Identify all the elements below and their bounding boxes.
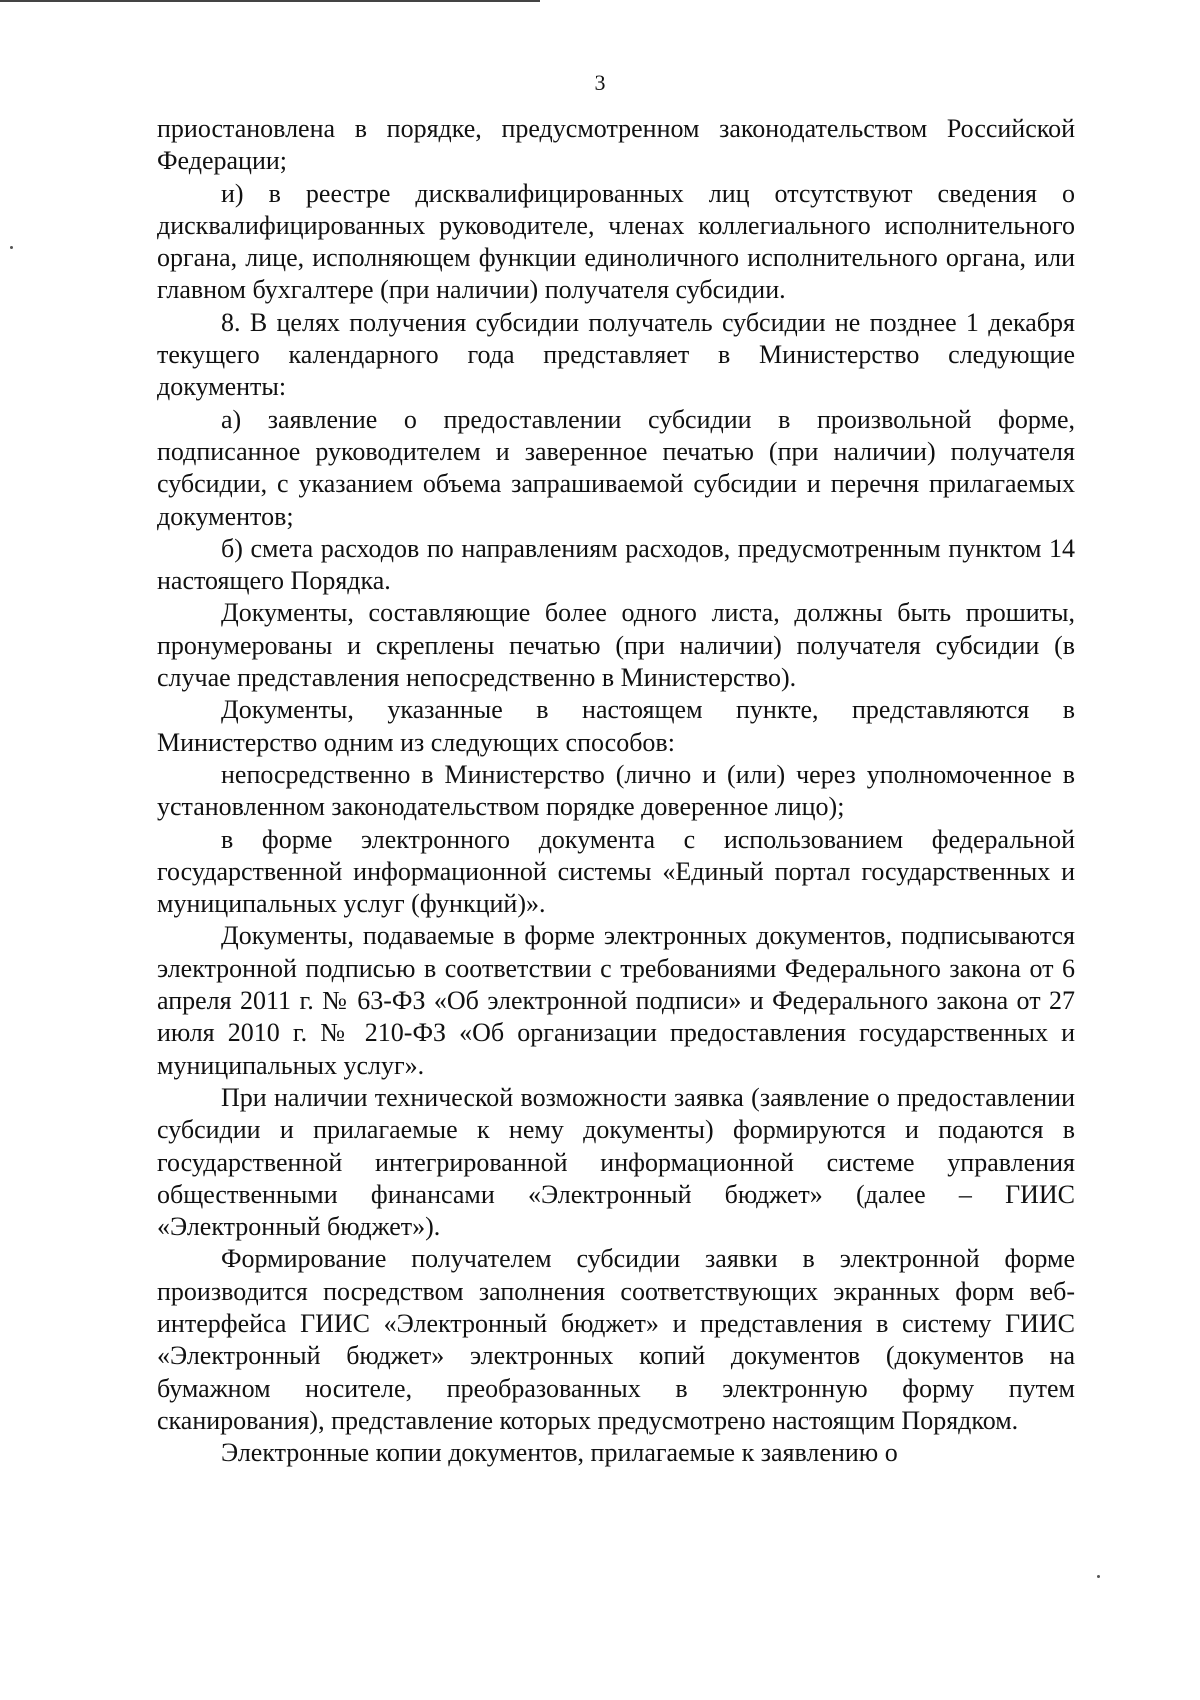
paragraph: 8. В целях получения субсидии получатель субсидии не позднее 1 декабря текущего календарного года представляет в Министерство следующие документы: [157,307,1075,402]
scan-edge [0,0,540,2]
scan-speck [10,246,13,249]
paragraph: и) в реестре дисквалифицированных лиц отсутствуют сведения о дисквалифицированных руководителе, членах коллегиального исполнительного органа, лице, исполняющем функции единоличного исполнительного органа, или главном бухгалтере (при наличии) получателя субсидии. [157,178,1075,305]
paragraph: в форме электронного документа с использованием федеральной государственной информационной системы «Единый портал государственных и муниципальных услуг (функций)». [157,824,1075,919]
paragraph: При наличии технической возможности заявка (заявление о предоставлении субсидии и прилагаемые к нему документы) формируются и подаются в государственной интегрированной информационной системе управления общественными финансами «Электронный бюджет» (далее – ГИИС «Электронный бюджет»). [157,1082,1075,1242]
page-number: 3 [594,70,606,95]
paragraph: Документы, составляющие более одного листа, должны быть прошиты, пронумерованы и скреплены печатью (при наличии) получателя субсидии (в случае представления непосредственно в Министерство). [157,598,1075,693]
scan-speck [1097,1575,1100,1578]
document-body [157,113,1075,1469]
paragraph: Документы, подаваемые в форме электронных документов, подписываются электронной подписью в соответствии с требованиями Федерального закона от 6 апреля 2011 г. № 63-ФЗ «Об электронной подписи» и Федерального закона от 27 июля 2010 г. № 210-ФЗ «Об организации предоставления государственных и муниципальных услуг». [157,921,1075,1080]
paragraph: а) заявление о предоставлении субсидии в произвольной форме, подписанное руководителем и заверенное печатью (при наличии) получателя субсидии, с указанием объема запрашиваемой субсидии и перечня прилагаемых документов; [157,404,1075,531]
paragraph: непосредственно в Министерство (лично и (или) через уполномоченное в установленном законодательством порядке доверенное лицо); [157,759,1075,822]
paragraph: Документы, указанные в настоящем пункте, представляются в Министерство одним из следующих способов: [157,695,1075,757]
paragraph: Электронные копии документов, прилагаемые к заявлению о [221,1438,898,1468]
paragraph: приостановлена в порядке, предусмотренном законодательством Российской Федерации; [157,114,1075,176]
paragraph: б) смета расходов по направлениям расходов, предусмотренным пунктом 14 настоящего Порядка. [157,533,1075,596]
paragraph: Формирование получателем субсидии заявки в электронной форме производится посредством заполнения соответствующих экранных форм веб-интерфейса ГИИС «Электронный бюджет» и представления в систему ГИИС «Электронный бюджет» электронных копий документов (документов на бумажном носителе, преобразованных в электронную форму путем сканирования), представление которых предусмотрено настоящим Порядком. [157,1244,1075,1435]
